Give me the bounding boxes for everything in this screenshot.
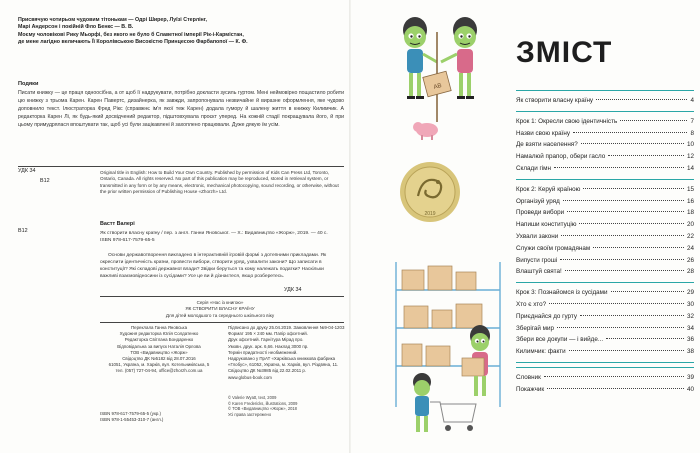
- toc-entry-title: Зберігай мир: [516, 324, 555, 332]
- divider: [18, 166, 344, 167]
- toc-page-number: 29: [686, 289, 694, 297]
- toc-entry-title: Приєднайся до гурту: [516, 312, 578, 320]
- toc-section-divider: [516, 282, 694, 283]
- toc-entry-title: Ухвали закони: [516, 232, 559, 240]
- toc-page-number: 4: [690, 97, 694, 104]
- crate-label: АВ: [433, 82, 443, 91]
- toc-page-number: 7: [690, 117, 694, 125]
- toc-section-divider: [516, 367, 694, 368]
- toc-entry-title: Організуй уряд: [516, 197, 560, 205]
- toc-dot-leader: [554, 167, 684, 168]
- toc-section-divider: [516, 362, 694, 363]
- coin-illustration: [398, 160, 462, 224]
- toc-page-number: 15: [686, 185, 694, 193]
- series-line: Серія «Нас із книгою»: [196, 300, 244, 305]
- dedication-line: Марі Андерсон і покійній Фло Бенкс — В. В.: [18, 24, 134, 31]
- toc-page-number: 38: [686, 348, 694, 356]
- toc-dot-leader: [561, 235, 684, 236]
- toc-page-number: 14: [686, 164, 694, 172]
- toc-entry-title: Крок 3: Познайомся із сусідами: [516, 289, 608, 297]
- copyright-line: © ТОВ «Видавництво «Жорж», 2018: [228, 406, 297, 412]
- imprint-line: Редакторка Світлана Бондаренко: [124, 337, 194, 343]
- toc-entry-title: Де взяти населення?: [516, 141, 578, 149]
- toc-dot-leader: [580, 315, 684, 316]
- imprint-line: «Глобус», 61052, Україна, м. Харків, вул. Різдвяна, 11.: [228, 362, 339, 368]
- toc-entry[interactable]: [516, 266, 694, 278]
- acknowledgements-text: Писати книжку — це праця одноосібна, а от щоб її надрукувати, потрібно докласти зусиль гуртом. Мені неймовірно пощастило робити цю книжку з трьома Карен. Карен Павертс, дизайнерка, як завжди, запропонувала незвичайне й виразне оформлення, яке чудово доповнило текст. Ілюстраторка Фред Рікс (справжнє ім'я якої теж Карен) додала гумору й шалену життя в книжку Килимчик. А редакторка Карен Лі, як будь-який досвідчений редактор, підштовхувала проєкт уперед. На кожній стадії покращувала його, й при цьому примудрялася впоштувати так, щоб усі були зацікавлені й захоплено працювали. Дуже дякую їм усім.: [18, 90, 344, 128]
- toc-page-number: 20: [686, 221, 694, 229]
- toc-entry-title: Назви свою країну: [516, 129, 571, 137]
- toc-entry[interactable]: [516, 196, 694, 208]
- toc-dot-leader: [560, 259, 684, 260]
- toc-entry[interactable]: [516, 311, 694, 323]
- toc-page-number: 34: [686, 324, 694, 332]
- imprint-line: Свідоцтво ДК №5182 від 28.07.2016: [122, 356, 196, 362]
- imprint-line: Переклала Ганна Яновська: [130, 325, 188, 330]
- toc-dot-leader: [567, 211, 684, 212]
- imprint-line: 61051, Україна, м. Харків, вул. Котельниківська, 5: [108, 362, 210, 368]
- toc-dot-leader: [547, 388, 684, 389]
- toc-page-number: 32: [686, 312, 694, 320]
- toc-entry-title: Словник: [516, 373, 541, 381]
- bbk-label: В12: [40, 178, 50, 184]
- toc-dot-leader: [596, 99, 687, 100]
- toc-entry-title: Випусти гроші: [516, 256, 558, 264]
- bibliographic-record: [100, 230, 340, 244]
- toc-dot-leader: [579, 223, 684, 224]
- imprint-right: [228, 325, 348, 381]
- original-title-info: Original title in English: How to Build Your Own Country. Published by permission of Kids Can Press Ltd, Toronto, Ontario, Canada. All rights reserved. No part of this publication may be reproduced, stored in retrieval system, or transmitted in any form or by any means, electronic, mechanical photocopying, sound recording, or otherwise, without the prior written permission of Publishing House «Zhorzh» Ltd.: [100, 170, 339, 195]
- dedication-line: де мене лагідно величають Її Королівською Високістю Принцесою Фарбапопої — К. Ф.: [18, 38, 248, 45]
- copyright-line: Усі права застережено: [228, 411, 272, 417]
- toc-entry[interactable]: [516, 219, 694, 231]
- shelves-illustration: [392, 232, 507, 442]
- toc-dot-leader: [593, 247, 684, 248]
- series-line: ЯК СТВОРИТИ ВЛАСНУ КРАЇНУ: [185, 306, 255, 312]
- series-line: Для дітей молодшого та середнього шкільного віку: [165, 312, 275, 318]
- divider: [100, 296, 344, 297]
- imprint-line: ТОВ «Видавництво «Жорж»: [130, 349, 188, 355]
- table-of-contents: [516, 86, 694, 396]
- bbk-label-second: В12: [18, 228, 28, 234]
- toc-entry[interactable]: [516, 231, 694, 243]
- toc-entry[interactable]: [516, 346, 694, 358]
- toc-entry[interactable]: [516, 372, 694, 384]
- toc-page-number: 8: [690, 129, 694, 137]
- imprint-line: Термін придатності необмежений.: [228, 349, 298, 355]
- toc-dot-leader: [611, 291, 684, 292]
- toc-entry[interactable]: [516, 255, 694, 267]
- imprint-line: Свідоцтво ДК №3985 від 22.02.2011 р.: [228, 368, 307, 374]
- series-info: [100, 300, 340, 319]
- dedication-line: Моєму чоловікові Рику Мьорфі, без якого не було б Славетної імперії Рік-і-Кармістан,: [18, 31, 244, 38]
- toc-page-number: 39: [686, 373, 694, 381]
- coin-year: 2019: [424, 211, 436, 217]
- toc-entry[interactable]: [516, 207, 694, 219]
- toc-page-number: 40: [686, 385, 694, 393]
- toc-entry[interactable]: [516, 334, 694, 346]
- characters-with-flag-illustration: [385, 12, 495, 147]
- imprint-line: Підписано до друку 25.04.2019. Замовлення №9-04-1203: [228, 325, 345, 330]
- toc-dot-leader: [569, 350, 684, 351]
- acknowledgements-heading: Подяки: [18, 81, 39, 87]
- toc-entry[interactable]: [516, 243, 694, 255]
- toc-dot-leader: [565, 270, 684, 271]
- toc-entry-title: Влаштуй свята!: [516, 268, 562, 276]
- copyright-line: © Valerie Wyatt, text, 2009: [228, 395, 277, 400]
- toc-entry[interactable]: [516, 95, 694, 107]
- imprint-line: Друк офсетний. Гарнітура Мірад про.: [228, 337, 304, 343]
- toc-dot-leader: [620, 120, 687, 121]
- toc-entry-title: Як створити власну країну: [516, 97, 594, 104]
- toc-page-number: 28: [686, 268, 694, 276]
- toc-entry-title: Крок 1: Окресли свою ідентичність: [516, 117, 618, 125]
- annotation-text: Основи державотворення викладено в інтерактивній ігровій формі з дотепними прикладами. Як окреслити ідентичність країни, провести вибори, створити уряд, ухвалити закони? Що записати в конституції? Які складові державної влади? Звідки беруться та кому належать податки? Наскільки важливі взаємовідносини із сусідами? Усе це ви й дізнаєтеся, якщо розберетесь.: [100, 253, 327, 279]
- imprint-line: Художня редакторка Юлія Солдатенко: [119, 331, 199, 337]
- toc-entry[interactable]: [516, 128, 694, 140]
- toc-entry[interactable]: [516, 384, 694, 396]
- toc-entry[interactable]: [516, 116, 694, 128]
- book-gutter: [349, 0, 351, 453]
- toc-page-number: 30: [686, 300, 694, 308]
- toc-page-number: 26: [686, 256, 694, 264]
- toc-entry[interactable]: [516, 299, 694, 311]
- toc-entry[interactable]: [516, 139, 694, 151]
- toc-dot-leader: [608, 155, 684, 156]
- udk-label-bottom: УДК 34: [284, 287, 302, 293]
- toc-section-divider: [516, 179, 694, 180]
- toc-entry[interactable]: [516, 184, 694, 196]
- imprint-line: www.globus-book.com: [228, 374, 272, 380]
- copyright-line: © Karen Fredericks, illustrations, 2009: [228, 400, 298, 406]
- toc-dot-leader: [573, 132, 687, 133]
- toc-dot-leader: [606, 338, 684, 339]
- isbn-list: [100, 411, 163, 424]
- toc-entry-title: Проведи вибори: [516, 209, 565, 217]
- toc-entry-title: Склади гімн: [516, 164, 551, 172]
- imprint-line: Надруковано у ПрАТ «Харківська книжкова фабрика: [228, 356, 336, 362]
- toc-dot-leader: [544, 376, 684, 377]
- toc-entry[interactable]: [516, 163, 694, 175]
- contents-title: ЗМІСТ: [516, 36, 613, 69]
- toc-entry[interactable]: [516, 151, 694, 163]
- imprint-line: Умовн. друк. арк. 6,66. Наклад 3000 пр.: [228, 343, 309, 349]
- toc-entry-title: Напиши конституцію: [516, 221, 577, 229]
- toc-entry[interactable]: [516, 287, 694, 299]
- toc-entry-title: Хто є хто?: [516, 300, 547, 308]
- toc-entry-title: Збери все докупи — і вийде...: [516, 336, 604, 344]
- toc-page-number: 16: [686, 197, 694, 205]
- toc-entry-title: Служи своїм громадянам: [516, 244, 591, 252]
- copyright-block: [228, 395, 297, 417]
- author-name: Вастт Валері: [100, 221, 135, 227]
- toc-dot-leader: [583, 188, 684, 189]
- dedication-line: Присвячую чотирьом чудовим тітонькам — Одрі Ширер, Луїзі Стерлінг,: [18, 17, 207, 23]
- imprint-line: Формат 195 × 240 мм. Папір офсетний.: [228, 331, 308, 337]
- udk-label: УДК 34: [18, 168, 36, 174]
- isbn-line: ISBN 978-617-7579-65-5 (укр.): [100, 411, 161, 416]
- toc-entry-title: Покажчик: [516, 385, 545, 393]
- toc-entry-title: Намалюй прапор, обери гасло: [516, 153, 606, 161]
- toc-dot-leader: [581, 143, 684, 144]
- toc-dot-leader: [549, 303, 684, 304]
- imprint-line: тел. (057) 727-04-94, office@zhorzh.com.ua: [115, 368, 203, 374]
- toc-page-number: 36: [686, 336, 694, 344]
- toc-entry-title: Килимчик: факти: [516, 348, 566, 356]
- bibliographic-text: Як створити власну країну / пер. з англ. Ганни Яновської. — Х.: Видавництво «Жорж», 2019. — 40 с.: [100, 231, 328, 236]
- toc-dot-leader: [563, 200, 684, 201]
- imprint-line: Відповідальна за випуск Наталія Орлова: [117, 343, 201, 349]
- divider: [100, 322, 344, 323]
- toc-page-number: 22: [686, 232, 694, 240]
- dedication: [18, 17, 338, 46]
- toc-entry-title: Крок 2: Керуй країною: [516, 185, 581, 193]
- toc-section-divider: [516, 90, 694, 91]
- toc-page-number: 24: [686, 244, 694, 252]
- imprint-left: [100, 325, 218, 375]
- toc-page-number: 18: [686, 209, 694, 217]
- isbn-line: ISBN 978-1-55453-310-7 (англ.): [100, 417, 164, 423]
- toc-page-number: 12: [686, 153, 694, 161]
- isbn-inline: ISBN 978-617-7579-65-5: [100, 238, 155, 243]
- toc-section-divider: [516, 111, 694, 112]
- toc-dot-leader: [557, 327, 684, 328]
- toc-page-number: 10: [686, 141, 694, 149]
- toc-entry[interactable]: [516, 323, 694, 335]
